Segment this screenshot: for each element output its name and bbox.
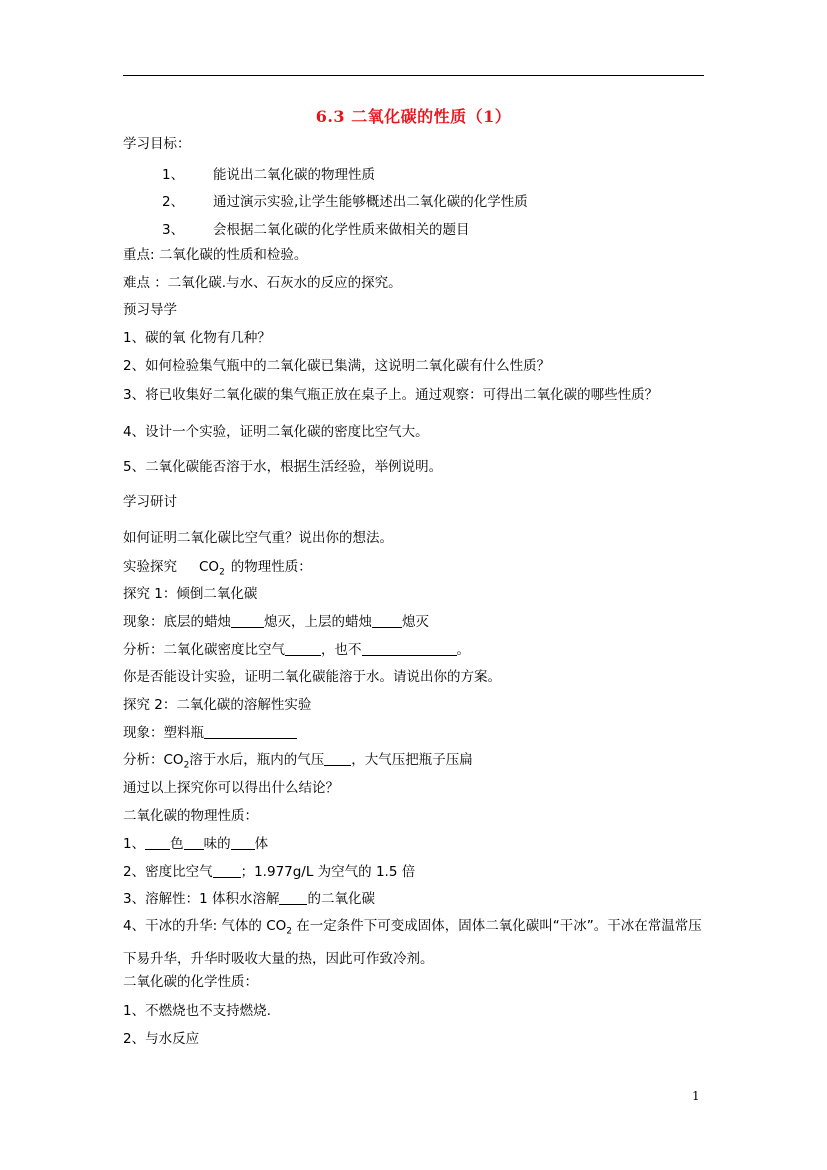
answer-blank[interactable]	[324, 751, 351, 766]
study-heading: 学习研讨	[123, 494, 177, 510]
physical-heading: 二氧化碳的物理性质：	[123, 808, 258, 824]
page-number: 1	[692, 1089, 700, 1103]
answer-blank[interactable]	[231, 835, 255, 850]
study-question: 如何证明二氧化碳比空气重？说出你的想法。	[123, 530, 393, 546]
key-point: 重点: 二氧化碳的性质和检验。	[123, 247, 308, 263]
chemical-prop: 2、与水反应	[123, 1031, 200, 1047]
header-rule	[123, 75, 704, 76]
objective-number: 2、	[162, 194, 185, 210]
answer-blank[interactable]	[145, 835, 170, 850]
answer-blank[interactable]	[285, 641, 321, 656]
answer-blank[interactable]	[184, 835, 204, 850]
objective-text: 会根据二氧化碳的化学性质来做相关的题目	[213, 222, 470, 238]
physical-prop-2: 2、密度比空气 ；1.977g/L 为空气的 1.5 倍	[123, 864, 416, 880]
preview-question: 2、如何检验集气瓶中的二氧化碳已集满，这说明二氧化碳有什么性质？	[123, 358, 551, 374]
preview-question: 5、二氧化碳能否溶于水，根据生活经验，举例说明。	[123, 459, 443, 475]
chemical-prop: 1、不燃烧也不支持燃烧.	[123, 1003, 271, 1019]
answer-blank[interactable]	[372, 613, 402, 628]
experiment-heading: 实验探究 $CO_2$ 的物理性质：	[123, 559, 312, 578]
objective-number: 3、	[162, 222, 185, 238]
page-title: 6.3 二氧化碳的性质（1）	[315, 107, 512, 126]
answer-blank[interactable]	[213, 863, 241, 878]
difficulty: 难点 ：二氧化碳.与水、石灰水的反应的探究。	[123, 275, 402, 291]
analysis-2: 分析：$CO_2$溶于水后，瓶内的气压 ，大气压把瓶子压扁	[123, 752, 473, 771]
conclusion-question: 通过以上探究你可以得出什么结论？	[123, 780, 339, 796]
observation-2: 现象：塑料瓶	[123, 723, 297, 743]
objectives-heading: 学习目标：	[123, 136, 191, 152]
chemical-heading: 二氧化碳的化学性质：	[123, 974, 258, 990]
preview-question: 1、碳的氧 化物有几种？	[123, 330, 271, 346]
preview-question: 3、将已收集好二氧化碳的集气瓶正放在桌子上。通过观察：可得出二氧化碳的哪些性质？	[123, 387, 659, 403]
answer-blank[interactable]	[279, 890, 307, 905]
design-question: 你是否能设计实验，证明二氧化碳能溶于水。请说出你的方案。	[123, 669, 501, 685]
answer-blank[interactable]	[204, 724, 297, 739]
objective-number: 1、	[162, 167, 185, 183]
answer-blank[interactable]	[362, 641, 457, 656]
objective-text: 通过演示实验,让学生能够概述出二氧化碳的化学性质	[213, 194, 528, 210]
preview-question: 4、设计一个实验，证明二氧化碳的密度比空气大。	[123, 424, 429, 440]
analysis-1: 分析：二氧化碳密度比空气 ，也不 。	[123, 642, 470, 658]
physical-prop-4: 4、干冰的升华: 气体的 $CO_2$ 在一定条件下可变成固体，固体二氧化碳叫“干冰”。干冰在常温常压下易升华，升华时吸收大量的热，因此可作致冷剂。	[123, 918, 702, 967]
probe-1: 探究 1：倾倒二氧化碳	[123, 586, 258, 602]
physical-prop-3: 3、溶解性：1 体积水溶解 的二氧化碳	[123, 891, 375, 907]
answer-blank[interactable]	[231, 613, 264, 628]
preview-heading: 预习导学	[123, 302, 177, 318]
observation-1: 现象：底层的蜡烛 熄灭，上层的蜡烛 熄灭	[123, 614, 429, 630]
physical-prop-1: 1、 色 味的 体	[123, 836, 269, 852]
probe-2: 探究 2：二氧化碳的溶解性实验	[123, 697, 312, 713]
objective-text: 能说出二氧化碳的物理性质	[213, 167, 375, 183]
